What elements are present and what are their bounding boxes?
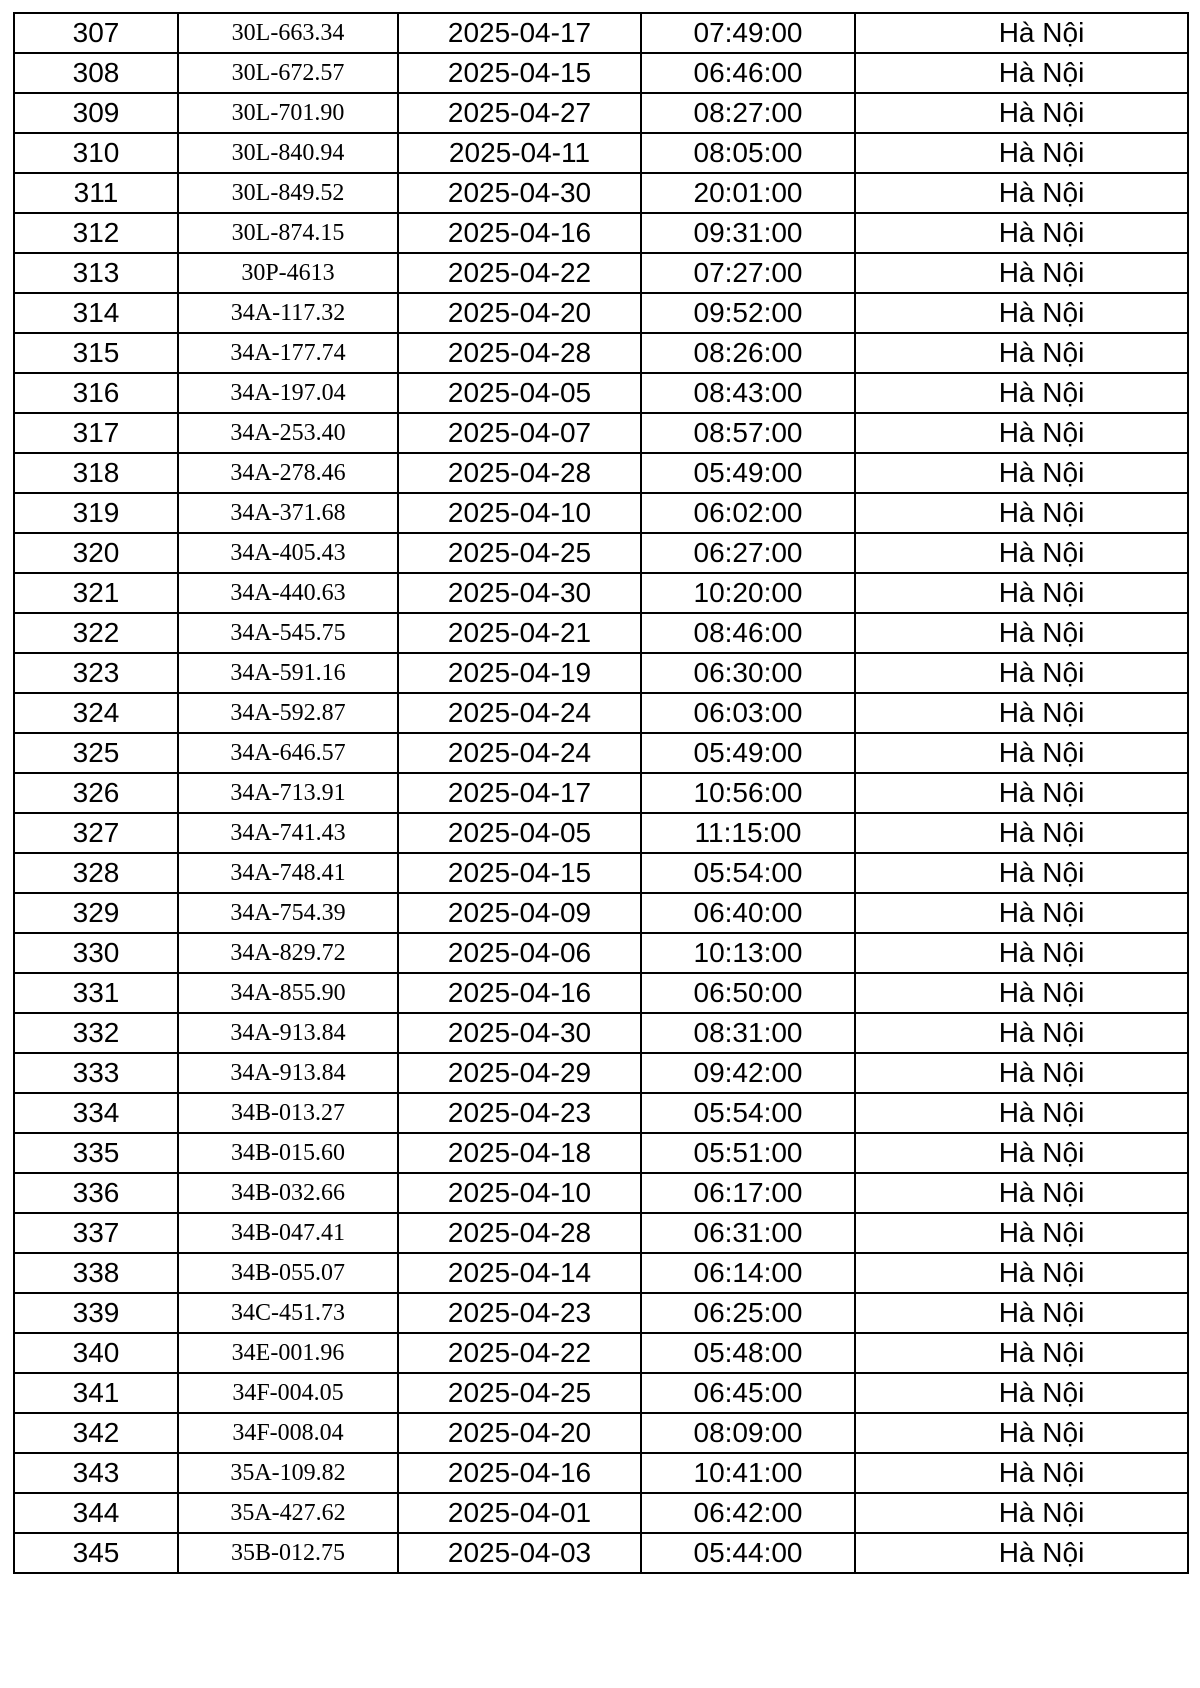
plate-number-cell: 35A-427.62 [178,1493,398,1533]
location-cell: Hà Nội [855,453,1188,493]
time-cell: 05:54:00 [641,853,855,893]
row-number-cell: 308 [14,53,178,93]
table-row [14,1533,1188,1573]
table-row [14,13,1188,53]
row-number-cell: 310 [14,133,178,173]
row-number-cell: 320 [14,533,178,573]
time-cell: 10:20:00 [641,573,855,613]
location-cell: Hà Nội [855,533,1188,573]
table-row [14,213,1188,253]
table-row [14,133,1188,173]
location-cell: Hà Nội [855,813,1188,853]
location-cell: Hà Nội [855,1333,1188,1373]
time-cell: 06:50:00 [641,973,855,1013]
time-cell: 09:31:00 [641,213,855,253]
row-number-cell: 314 [14,293,178,333]
plate-number-cell: 30L-701.90 [178,93,398,133]
time-cell: 05:51:00 [641,1133,855,1173]
date-cell: 2025-04-17 [398,13,641,53]
date-cell: 2025-04-22 [398,253,641,293]
row-number-cell: 323 [14,653,178,693]
location-cell: Hà Nội [855,573,1188,613]
plate-number-cell: 34A-855.90 [178,973,398,1013]
time-cell: 05:54:00 [641,1093,855,1133]
time-cell: 08:31:00 [641,1013,855,1053]
plate-number-cell: 34A-405.43 [178,533,398,573]
plate-number-cell: 30L-840.94 [178,133,398,173]
date-cell: 2025-04-16 [398,1453,641,1493]
date-cell: 2025-04-28 [398,333,641,373]
time-cell: 08:46:00 [641,613,855,653]
row-number-cell: 335 [14,1133,178,1173]
table-row [14,93,1188,133]
plate-number-cell: 34A-253.40 [178,413,398,453]
time-cell: 11:15:00 [641,813,855,853]
table-body [14,13,1188,1573]
plate-number-cell: 34A-591.16 [178,653,398,693]
row-number-cell: 340 [14,1333,178,1373]
table-row [14,173,1188,213]
table-row [14,893,1188,933]
plate-number-cell: 34A-913.84 [178,1013,398,1053]
date-cell: 2025-04-25 [398,533,641,573]
location-cell: Hà Nội [855,1093,1188,1133]
time-cell: 06:27:00 [641,533,855,573]
time-cell: 10:41:00 [641,1453,855,1493]
plate-number-cell: 34F-004.05 [178,1373,398,1413]
plate-number-cell: 34A-592.87 [178,693,398,733]
location-cell: Hà Nội [855,693,1188,733]
plate-number-cell: 34A-278.46 [178,453,398,493]
row-number-cell: 309 [14,93,178,133]
location-cell: Hà Nội [855,653,1188,693]
row-number-cell: 322 [14,613,178,653]
location-cell: Hà Nội [855,613,1188,653]
time-cell: 08:57:00 [641,413,855,453]
time-cell: 05:44:00 [641,1533,855,1573]
table-row [14,653,1188,693]
table-row [14,1453,1188,1493]
plate-number-cell: 34A-371.68 [178,493,398,533]
location-cell: Hà Nội [855,333,1188,373]
time-cell: 06:46:00 [641,53,855,93]
row-number-cell: 311 [14,173,178,213]
table-row [14,493,1188,533]
plate-number-cell: 30L-874.15 [178,213,398,253]
plate-number-cell: 34F-008.04 [178,1413,398,1453]
time-cell: 08:09:00 [641,1413,855,1453]
location-cell: Hà Nội [855,973,1188,1013]
table-row [14,853,1188,893]
date-cell: 2025-04-11 [398,133,641,173]
time-cell: 20:01:00 [641,173,855,213]
location-cell: Hà Nội [855,173,1188,213]
date-cell: 2025-04-30 [398,573,641,613]
location-cell: Hà Nội [855,293,1188,333]
time-cell: 06:03:00 [641,693,855,733]
time-cell: 09:52:00 [641,293,855,333]
row-number-cell: 313 [14,253,178,293]
plate-number-cell: 34A-117.32 [178,293,398,333]
row-number-cell: 317 [14,413,178,453]
time-cell: 05:48:00 [641,1333,855,1373]
time-cell: 10:13:00 [641,933,855,973]
row-number-cell: 325 [14,733,178,773]
time-cell: 06:42:00 [641,1493,855,1533]
plate-number-cell: 34B-047.41 [178,1213,398,1253]
table-row [14,1253,1188,1293]
date-cell: 2025-04-07 [398,413,641,453]
table-row [14,1493,1188,1533]
row-number-cell: 339 [14,1293,178,1333]
location-cell: Hà Nội [855,1213,1188,1253]
plate-number-cell: 34C-451.73 [178,1293,398,1333]
location-cell: Hà Nội [855,733,1188,773]
table-row [14,693,1188,733]
plate-number-cell: 30L-849.52 [178,173,398,213]
plate-number-cell: 34A-741.43 [178,813,398,853]
date-cell: 2025-04-05 [398,813,641,853]
row-number-cell: 338 [14,1253,178,1293]
plate-number-cell: 34B-013.27 [178,1093,398,1133]
plate-number-cell: 34B-015.60 [178,1133,398,1173]
date-cell: 2025-04-14 [398,1253,641,1293]
date-cell: 2025-04-23 [398,1293,641,1333]
table-row [14,1133,1188,1173]
table-row [14,1093,1188,1133]
row-number-cell: 341 [14,1373,178,1413]
row-number-cell: 329 [14,893,178,933]
time-cell: 06:02:00 [641,493,855,533]
row-number-cell: 331 [14,973,178,1013]
date-cell: 2025-04-24 [398,693,641,733]
plate-number-cell: 34A-646.57 [178,733,398,773]
table-row [14,53,1188,93]
row-number-cell: 342 [14,1413,178,1453]
row-number-cell: 312 [14,213,178,253]
date-cell: 2025-04-16 [398,213,641,253]
table-row [14,733,1188,773]
date-cell: 2025-04-15 [398,853,641,893]
row-number-cell: 326 [14,773,178,813]
location-cell: Hà Nội [855,1413,1188,1453]
time-cell: 06:45:00 [641,1373,855,1413]
table-row [14,973,1188,1013]
table-row [14,1053,1188,1093]
date-cell: 2025-04-17 [398,773,641,813]
row-number-cell: 327 [14,813,178,853]
date-cell: 2025-04-25 [398,1373,641,1413]
table-row [14,293,1188,333]
date-cell: 2025-04-27 [398,93,641,133]
plate-number-cell: 34A-829.72 [178,933,398,973]
time-cell: 06:25:00 [641,1293,855,1333]
table-row [14,613,1188,653]
location-cell: Hà Nội [855,893,1188,933]
time-cell: 08:05:00 [641,133,855,173]
row-number-cell: 343 [14,1453,178,1493]
row-number-cell: 336 [14,1173,178,1213]
date-cell: 2025-04-28 [398,1213,641,1253]
location-cell: Hà Nội [855,1293,1188,1333]
date-cell: 2025-04-19 [398,653,641,693]
table-row [14,413,1188,453]
plate-number-cell: 34B-032.66 [178,1173,398,1213]
plate-number-cell: 34A-713.91 [178,773,398,813]
location-cell: Hà Nội [855,1013,1188,1053]
date-cell: 2025-04-16 [398,973,641,1013]
date-cell: 2025-04-10 [398,1173,641,1213]
plate-number-cell: 35B-012.75 [178,1533,398,1573]
date-cell: 2025-04-18 [398,1133,641,1173]
row-number-cell: 334 [14,1093,178,1133]
location-cell: Hà Nội [855,1253,1188,1293]
time-cell: 08:26:00 [641,333,855,373]
time-cell: 10:56:00 [641,773,855,813]
location-cell: Hà Nội [855,133,1188,173]
table-row [14,253,1188,293]
date-cell: 2025-04-03 [398,1533,641,1573]
table-row [14,453,1188,493]
row-number-cell: 315 [14,333,178,373]
location-cell: Hà Nội [855,1373,1188,1413]
row-number-cell: 307 [14,13,178,53]
location-cell: Hà Nội [855,1133,1188,1173]
date-cell: 2025-04-29 [398,1053,641,1093]
plate-number-cell: 34B-055.07 [178,1253,398,1293]
location-cell: Hà Nội [855,1493,1188,1533]
row-number-cell: 330 [14,933,178,973]
time-cell: 06:14:00 [641,1253,855,1293]
vehicle-table [13,12,1189,1574]
location-cell: Hà Nội [855,1533,1188,1573]
plate-number-cell: 35A-109.82 [178,1453,398,1493]
date-cell: 2025-04-01 [398,1493,641,1533]
plate-number-cell: 30L-663.34 [178,13,398,53]
date-cell: 2025-04-28 [398,453,641,493]
row-number-cell: 316 [14,373,178,413]
table-row [14,1373,1188,1413]
date-cell: 2025-04-22 [398,1333,641,1373]
location-cell: Hà Nội [855,53,1188,93]
time-cell: 07:27:00 [641,253,855,293]
date-cell: 2025-04-30 [398,173,641,213]
row-number-cell: 321 [14,573,178,613]
time-cell: 06:30:00 [641,653,855,693]
table-row [14,1173,1188,1213]
row-number-cell: 319 [14,493,178,533]
time-cell: 07:49:00 [641,13,855,53]
location-cell: Hà Nội [855,253,1188,293]
date-cell: 2025-04-09 [398,893,641,933]
plate-number-cell: 34E-001.96 [178,1333,398,1373]
plate-number-cell: 34A-197.04 [178,373,398,413]
location-cell: Hà Nội [855,933,1188,973]
row-number-cell: 318 [14,453,178,493]
plate-number-cell: 34A-913.84 [178,1053,398,1093]
table-row [14,1013,1188,1053]
time-cell: 08:43:00 [641,373,855,413]
date-cell: 2025-04-30 [398,1013,641,1053]
date-cell: 2025-04-20 [398,293,641,333]
document-page [13,12,1187,1574]
table-row [14,1413,1188,1453]
row-number-cell: 337 [14,1213,178,1253]
row-number-cell: 324 [14,693,178,733]
location-cell: Hà Nội [855,213,1188,253]
table-row [14,1213,1188,1253]
table-row [14,573,1188,613]
location-cell: Hà Nội [855,1453,1188,1493]
row-number-cell: 333 [14,1053,178,1093]
row-number-cell: 332 [14,1013,178,1053]
date-cell: 2025-04-23 [398,1093,641,1133]
table-row [14,1293,1188,1333]
table-row [14,1333,1188,1373]
plate-number-cell: 34A-754.39 [178,893,398,933]
location-cell: Hà Nội [855,373,1188,413]
location-cell: Hà Nội [855,93,1188,133]
time-cell: 09:42:00 [641,1053,855,1093]
table-row [14,373,1188,413]
time-cell: 06:40:00 [641,893,855,933]
plate-number-cell: 34A-177.74 [178,333,398,373]
location-cell: Hà Nội [855,493,1188,533]
plate-number-cell: 30P-4613 [178,253,398,293]
table-row [14,773,1188,813]
time-cell: 05:49:00 [641,733,855,773]
location-cell: Hà Nội [855,1053,1188,1093]
date-cell: 2025-04-05 [398,373,641,413]
plate-number-cell: 34A-440.63 [178,573,398,613]
table-row [14,813,1188,853]
time-cell: 08:27:00 [641,93,855,133]
location-cell: Hà Nội [855,13,1188,53]
date-cell: 2025-04-06 [398,933,641,973]
location-cell: Hà Nội [855,853,1188,893]
plate-number-cell: 30L-672.57 [178,53,398,93]
table-row [14,933,1188,973]
date-cell: 2025-04-24 [398,733,641,773]
date-cell: 2025-04-21 [398,613,641,653]
location-cell: Hà Nội [855,1173,1188,1213]
time-cell: 06:17:00 [641,1173,855,1213]
row-number-cell: 345 [14,1533,178,1573]
date-cell: 2025-04-10 [398,493,641,533]
location-cell: Hà Nội [855,773,1188,813]
time-cell: 06:31:00 [641,1213,855,1253]
plate-number-cell: 34A-545.75 [178,613,398,653]
location-cell: Hà Nội [855,413,1188,453]
table-row [14,333,1188,373]
row-number-cell: 344 [14,1493,178,1533]
plate-number-cell: 34A-748.41 [178,853,398,893]
row-number-cell: 328 [14,853,178,893]
date-cell: 2025-04-15 [398,53,641,93]
time-cell: 05:49:00 [641,453,855,493]
date-cell: 2025-04-20 [398,1413,641,1453]
table-row [14,533,1188,573]
